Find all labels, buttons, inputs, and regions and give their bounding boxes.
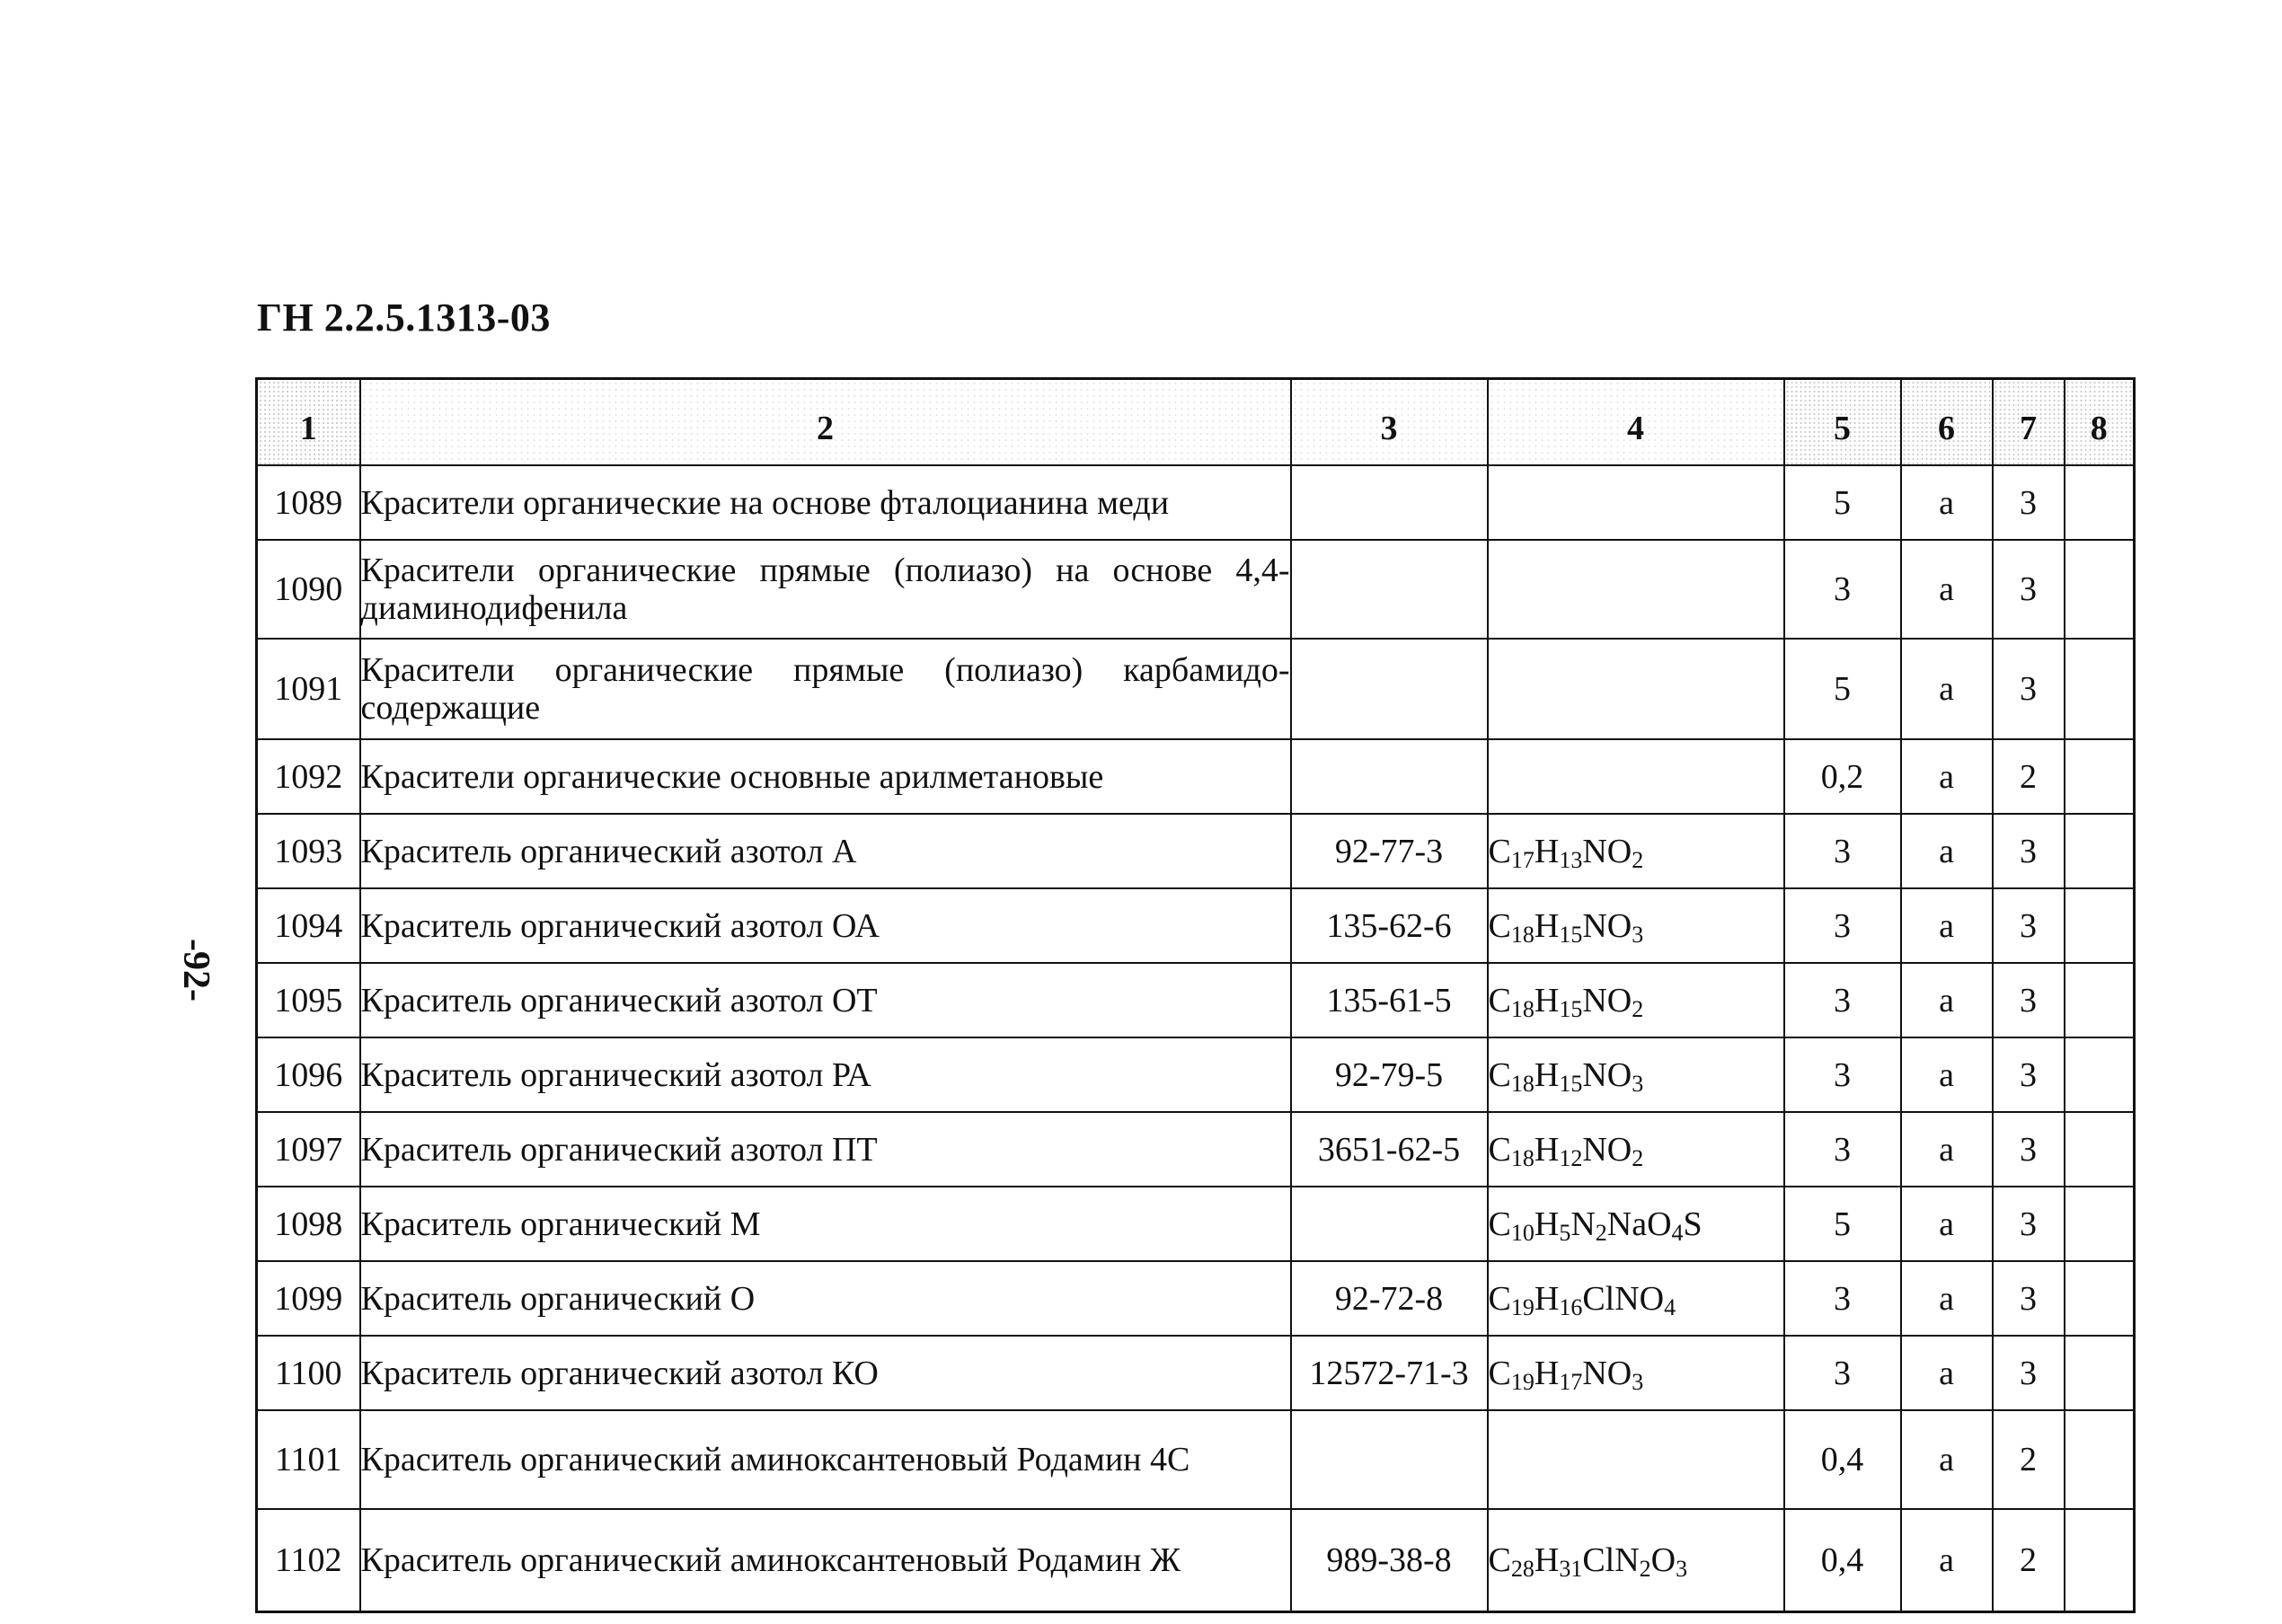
limit-value-cell: 5	[1784, 1187, 1901, 1261]
formula-cell: $C_{18}H_{12}NO_2$	[1488, 1112, 1784, 1187]
aggregate-state-cell: а	[1901, 1112, 1993, 1187]
effect-features-cell	[2065, 1410, 2135, 1509]
row-number-cell: 1101	[257, 1410, 360, 1509]
row-number-cell: 1092	[257, 739, 360, 814]
row-number-cell: 1099	[257, 1261, 360, 1336]
cas-number-cell	[1291, 739, 1488, 814]
table-row	[257, 1112, 2135, 1187]
cas-number-cell	[1291, 1410, 1488, 1509]
effect-features-cell	[2065, 814, 2135, 888]
table-row	[257, 1261, 2135, 1336]
limit-value-cell: 3	[1784, 1336, 1901, 1410]
table-row	[257, 963, 2135, 1037]
hazard-class-cell: 3	[1993, 963, 2065, 1037]
row-number-cell: 1102	[257, 1509, 360, 1612]
hazard-class-cell: 3	[1993, 1261, 2065, 1336]
cas-number-cell	[1291, 540, 1488, 639]
substance-name-cell: Красители органические прямые (полиазо) карбамидо-содержащие	[360, 639, 1291, 739]
formula-cell: $C_{19}H_{16}ClNO_4$	[1488, 1261, 1784, 1336]
formula-cell: $C_{19}H_{17}NO_3$	[1488, 1336, 1784, 1410]
aggregate-state-cell: а	[1901, 1261, 1993, 1336]
document-code: ГН 2.2.5.1313-03	[257, 296, 551, 340]
aggregate-state-cell: а	[1901, 1037, 1993, 1112]
limit-value-cell: 3	[1784, 963, 1901, 1037]
substance-name-cell: Краситель органический О	[360, 1261, 1291, 1336]
cas-number-cell: 3651-62-5	[1291, 1112, 1488, 1187]
substance-name-cell: Краситель органический аминоксантеновый Родамин Ж	[360, 1509, 1291, 1612]
effect-features-cell	[2065, 540, 2135, 639]
effect-features-cell	[2065, 1112, 2135, 1187]
effect-features-cell	[2065, 1509, 2135, 1612]
table-row	[257, 465, 2135, 540]
limit-value-cell: 0,2	[1784, 739, 1901, 814]
hazard-class-cell: 2	[1993, 739, 2065, 814]
row-number-cell: 1100	[257, 1336, 360, 1410]
column-header: 4	[1488, 379, 1784, 466]
limit-value-cell: 3	[1784, 1112, 1901, 1187]
formula-cell: $C_{18}H_{15}NO_3$	[1488, 1037, 1784, 1112]
row-number-cell: 1089	[257, 465, 360, 540]
formula-cell: $C_{28}H_{31}ClN_2O_3$	[1488, 1509, 1784, 1612]
table-header-row	[257, 379, 2135, 466]
column-header: 2	[360, 379, 1291, 466]
effect-features-cell	[2065, 1037, 2135, 1112]
cas-number-cell	[1291, 465, 1488, 540]
column-header: 5	[1784, 379, 1901, 466]
effect-features-cell	[2065, 1261, 2135, 1336]
substance-name-cell: Краситель органический аминоксантеновый Родамин 4С	[360, 1410, 1291, 1509]
row-number-cell: 1095	[257, 963, 360, 1037]
row-number-cell: 1093	[257, 814, 360, 888]
column-header: 8	[2065, 379, 2135, 466]
formula-cell: $C_{17}H_{13}NO_2$	[1488, 814, 1784, 888]
aggregate-state-cell: а	[1901, 814, 1993, 888]
substance-name-cell: Краситель органический азотол РА	[360, 1037, 1291, 1112]
hazard-class-cell: 3	[1993, 540, 2065, 639]
cas-number-cell	[1291, 639, 1488, 739]
limit-value-cell: 5	[1784, 639, 1901, 739]
substance-name-cell: Красители органические на основе фталоцианина меди	[360, 465, 1291, 540]
row-number-cell: 1090	[257, 540, 360, 639]
row-number-cell: 1096	[257, 1037, 360, 1112]
formula-cell: $C_{10}H_5N_2NaO_4S$	[1488, 1187, 1784, 1261]
effect-features-cell	[2065, 639, 2135, 739]
table-body	[257, 465, 2135, 1612]
table-row	[257, 1187, 2135, 1261]
effect-features-cell	[2065, 465, 2135, 540]
table-row	[257, 1037, 2135, 1112]
table-row	[257, 1509, 2135, 1612]
table-row	[257, 814, 2135, 888]
row-number-cell: 1098	[257, 1187, 360, 1261]
substance-name-cell: Краситель органический азотол ОТ	[360, 963, 1291, 1037]
limit-value-cell: 0,4	[1784, 1509, 1901, 1612]
column-header: 1	[257, 379, 360, 466]
column-header: 3	[1291, 379, 1488, 466]
table-row	[257, 888, 2135, 963]
hazard-class-cell: 3	[1993, 1037, 2065, 1112]
effect-features-cell	[2065, 1187, 2135, 1261]
substance-name-cell: Краситель органический азотол А	[360, 814, 1291, 888]
formula-cell	[1488, 1410, 1784, 1509]
limit-value-cell: 3	[1784, 1037, 1901, 1112]
formula-cell	[1488, 465, 1784, 540]
cas-number-cell: 989-38-8	[1291, 1509, 1488, 1612]
limit-value-cell: 3	[1784, 540, 1901, 639]
column-header: 6	[1901, 379, 1993, 466]
hazard-class-cell: 3	[1993, 465, 2065, 540]
cas-number-cell: 92-79-5	[1291, 1037, 1488, 1112]
substance-name-cell: Красители органические основные арилметановые	[360, 739, 1291, 814]
aggregate-state-cell: а	[1901, 1187, 1993, 1261]
row-number-cell: 1091	[257, 639, 360, 739]
table-row	[257, 540, 2135, 639]
formula-cell: $C_{18}H_{15}NO_2$	[1488, 963, 1784, 1037]
aggregate-state-cell: а	[1901, 1509, 1993, 1612]
table-row	[257, 639, 2135, 739]
effect-features-cell	[2065, 1336, 2135, 1410]
limit-value-cell: 3	[1784, 814, 1901, 888]
substance-name-cell: Краситель органический азотол ОА	[360, 888, 1291, 963]
hazard-class-cell: 2	[1993, 1410, 2065, 1509]
effect-features-cell	[2065, 963, 2135, 1037]
table-row	[257, 1336, 2135, 1410]
aggregate-state-cell: а	[1901, 1336, 1993, 1410]
cas-number-cell: 135-61-5	[1291, 963, 1488, 1037]
formula-cell	[1488, 739, 1784, 814]
hazard-class-cell: 3	[1993, 888, 2065, 963]
column-header: 7	[1993, 379, 2065, 466]
effect-features-cell	[2065, 888, 2135, 963]
cas-number-cell	[1291, 1187, 1488, 1261]
substances-table	[255, 377, 2136, 1613]
limit-value-cell: 3	[1784, 1261, 1901, 1336]
aggregate-state-cell: а	[1901, 540, 1993, 639]
aggregate-state-cell: а	[1901, 1410, 1993, 1509]
aggregate-state-cell: а	[1901, 465, 1993, 540]
cas-number-cell: 92-72-8	[1291, 1261, 1488, 1336]
formula-cell	[1488, 540, 1784, 639]
cas-number-cell: 92-77-3	[1291, 814, 1488, 888]
formula-cell	[1488, 639, 1784, 739]
aggregate-state-cell: а	[1901, 888, 1993, 963]
table-row	[257, 739, 2135, 814]
hazard-class-cell: 3	[1993, 1112, 2065, 1187]
hazard-class-cell: 3	[1993, 1187, 2065, 1261]
formula-cell: $C_{18}H_{15}NO_3$	[1488, 888, 1784, 963]
limit-value-cell: 3	[1784, 888, 1901, 963]
row-number-cell: 1097	[257, 1112, 360, 1187]
substance-name-cell: Краситель органический азотол КО	[360, 1336, 1291, 1410]
limit-value-cell: 0,4	[1784, 1410, 1901, 1509]
hazard-class-cell: 3	[1993, 1336, 2065, 1410]
row-number-cell: 1094	[257, 888, 360, 963]
hazard-class-cell: 3	[1993, 814, 2065, 888]
aggregate-state-cell: а	[1901, 639, 1993, 739]
aggregate-state-cell: а	[1901, 963, 1993, 1037]
page-number: -92-	[175, 939, 217, 1002]
hazard-class-cell: 3	[1993, 639, 2065, 739]
cas-number-cell: 12572-71-3	[1291, 1336, 1488, 1410]
hazard-class-cell: 2	[1993, 1509, 2065, 1612]
substance-name-cell: Краситель органический М	[360, 1187, 1291, 1261]
aggregate-state-cell: а	[1901, 739, 1993, 814]
limit-value-cell: 5	[1784, 465, 1901, 540]
substance-name-cell: Краситель органический азотол ПТ	[360, 1112, 1291, 1187]
table-row	[257, 1410, 2135, 1509]
substance-name-cell: Красители органические прямые (полиазо) на основе 4,4-диаминодифенила	[360, 540, 1291, 639]
cas-number-cell: 135-62-6	[1291, 888, 1488, 963]
effect-features-cell	[2065, 739, 2135, 814]
